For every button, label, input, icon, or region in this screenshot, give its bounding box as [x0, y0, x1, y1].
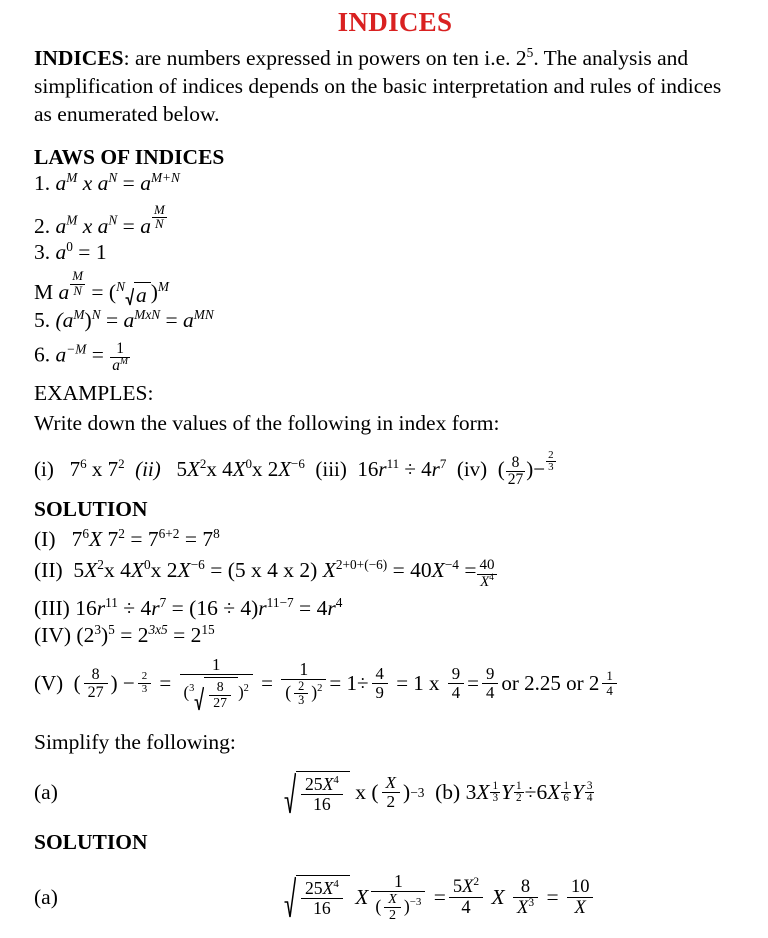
law-1-exp-2: N	[108, 169, 118, 185]
law-5-inner-exp: M	[73, 307, 85, 323]
law-2-base-2: a	[97, 213, 109, 238]
simplify-lead: Simplify the following:	[34, 729, 236, 754]
law-3-rhs: 1	[95, 239, 107, 264]
law-6-fraction: $\frac{1}{a^M}$	[112, 339, 128, 374]
law-1-number: 1.	[34, 171, 51, 196]
law-6-exp: −M	[66, 341, 87, 357]
final-a-label: (a)	[34, 884, 58, 909]
law-4	[34, 270, 756, 306]
example-iv-label: (iv)	[456, 456, 488, 481]
solution-5-step2: 1 ( $\frac{2}{3}$ )$^2$	[281, 660, 326, 708]
final-solution-row	[34, 872, 756, 924]
law-2	[34, 204, 756, 237]
radical-icon	[125, 282, 151, 307]
intro-paragraph	[34, 44, 734, 128]
solution-3-expression: $16r^{11} \div 4r^7 = (16 \div 4)r^{11-7} = 4r^4$	[75, 594, 343, 620]
example-i-label: (i)	[34, 456, 54, 481]
radical-icon: $25X^4$ 16	[284, 771, 350, 815]
solution-3-label: (III)	[34, 596, 70, 620]
solution-1-expression: $7^6X$ $7^2 = 7^{6+2} = 7^8$	[71, 525, 220, 551]
law-3-equals: =	[78, 239, 91, 264]
law-5-lhs-close: )	[84, 308, 92, 333]
law-4-radical-index: N	[116, 278, 125, 294]
simplify-a-expression: $25X^4$ 16 x ( X 2 ) −3	[284, 771, 424, 815]
example-ii-label: (ii)	[135, 456, 161, 481]
examples-lead: Write down the values of the following in index form:	[34, 410, 500, 435]
law-2-rhs-fraction: $\frac{M}{N}$	[153, 202, 165, 231]
law-1-base-2: a	[97, 171, 109, 196]
solution-2	[34, 558, 756, 590]
law-1-exp-1: M	[66, 169, 78, 185]
solution-4	[34, 621, 756, 647]
law-1-rhs-base: a	[140, 171, 151, 196]
law-5-rhs-base: a	[183, 308, 194, 333]
law-1-base-1: a	[55, 171, 67, 196]
law-4-exponent-fraction: $\frac{M}{N}$	[72, 269, 83, 298]
solution-5-step4: 1 x 9 4	[413, 665, 467, 702]
page-title: INDICES	[337, 7, 453, 37]
law-2-exp-2: N	[108, 212, 118, 228]
law-4-equals: =	[91, 280, 104, 305]
law-5-mid-exp: MxN	[134, 307, 161, 323]
law-5-mid-base: a	[123, 308, 135, 333]
law-5-equals-2: =	[165, 308, 178, 333]
solution-5-or-1: or	[501, 670, 519, 695]
solution-5-or-2: or	[566, 670, 584, 695]
solution-5-step3: = 1 ÷ $\frac{4}{9}$	[329, 665, 391, 702]
law-5	[34, 307, 756, 333]
intro-text-a: : are numbers expressed in powers on ten i.e. 2	[123, 45, 527, 70]
law-4-base: a	[58, 280, 70, 305]
examples-heading: EXAMPLES:	[34, 380, 154, 405]
solution-4-expression: $(2^3)^5 = 2^{3x5} = 2^{15}$	[76, 621, 215, 647]
solution-5-lhs: ( 8 27 ) − $\frac{2}{3}$	[74, 666, 155, 701]
intro-text-b: . The analysis and simplification of indices depends on the basic interpretation and rules of indices as enumerated below.	[34, 45, 722, 126]
simplify-row	[34, 771, 756, 815]
law-6-number: 6.	[34, 342, 51, 367]
law-5-outer-exp: N	[91, 307, 101, 323]
law-1	[34, 169, 756, 196]
solution-5-decimal: 2.25	[524, 670, 561, 695]
law-5-lhs-open: (a	[55, 308, 74, 333]
simplify-b-expression: (b) 3 X $\frac{1}{3}$ Y $\frac{1}{2}$ ÷ 6 X $\frac{1}{6}$ Y $\frac{3}{4}$	[435, 779, 593, 805]
radical-icon: $25X^4$ 16	[284, 875, 350, 919]
example-ii-expression: $5X^2x$ $4X^0x$ $2X^{-6}$	[176, 455, 305, 481]
solution-1-label: (I)	[34, 526, 56, 551]
law-4-radical-exp: M	[157, 278, 169, 294]
solution-5-step1: 1 ($^3$ 8 27 )$^2$	[180, 656, 253, 711]
law-3	[34, 238, 756, 264]
solution-5-mixed: 2 1 4	[589, 669, 620, 698]
law-5-rhs-exp: MN	[193, 307, 214, 323]
solution-2-label: (II)	[34, 558, 63, 583]
law-6-base: a	[55, 342, 67, 367]
law-2-equals: =	[122, 213, 135, 238]
final-a-expression: $25X^4$ 16 X 1 ( $\frac{X}{2}$ )$^{-3}$ = $\frac{5X^2}{4}$ X $\frac{8}{X^3}$ = $\frac{10}{X}$	[284, 872, 596, 924]
solution-heading-1: SOLUTION	[34, 496, 148, 521]
law-2-base-1: a	[55, 213, 67, 238]
examples-row	[34, 450, 756, 488]
intro-exponent: 5	[526, 44, 534, 60]
law-4-radicand: a	[135, 282, 147, 307]
solution-heading-2: SOLUTION	[34, 829, 148, 854]
solution-1	[34, 525, 756, 551]
simplify-b-label: (b)	[435, 780, 461, 805]
solution-2-expression: $5X^2x$ $4X^0x$ $2X^{-6} = (5$ x 4 x 2) $X^{2+0+(-6)} = 40X^{-4}$ = $\frac{40}{X^4}$	[73, 557, 495, 590]
example-iii-expression: $16r^{11} \div 4r^7$	[357, 455, 447, 481]
law-2-rhs-base: a	[140, 213, 151, 238]
law-3-exp: 0	[66, 238, 73, 254]
law-6	[34, 341, 756, 374]
law-4-number: M	[34, 280, 54, 305]
law-1-operator: x	[82, 171, 93, 196]
law-4-radical-group: ($^N$ a )$^M$	[108, 278, 169, 307]
law-2-exp-1: M	[66, 212, 78, 228]
law-3-number: 3.	[34, 239, 51, 264]
solution-5-step5: = 9 4	[467, 665, 501, 702]
law-3-base: a	[55, 239, 67, 264]
law-1-rhs-exp: M+N	[150, 169, 180, 185]
example-i-expression: $7^6$ x $7^2$	[69, 455, 125, 481]
solution-5-label: (V)	[34, 670, 64, 695]
law-5-number: 5.	[34, 308, 51, 333]
law-6-equals: =	[91, 342, 104, 367]
solution-5: (V) ( 8 27 ) − $\frac{2}{3}$ = 1 ($^3$ 8 27 )$^2$ = 1 ( $\frac{2}{3}$ )$^2$ = 1 ÷ $\frac{4}{9}$ = 1 x 9 4 = 9 4 or 2.25 or 2 1 4	[34, 656, 756, 711]
law-1-equals: =	[122, 171, 135, 196]
solution-4-label: (IV)	[34, 622, 72, 647]
simplify-a-label: (a)	[34, 780, 58, 805]
example-iv-expression: ( $\frac{8}{27}$ )− $\frac{2}{3}$	[497, 448, 554, 488]
law-2-number: 2.	[34, 213, 51, 238]
law-2-operator: x	[82, 213, 93, 238]
law-5-equals-1: =	[105, 308, 119, 333]
radical-icon: 8 27	[194, 677, 238, 711]
laws-heading: LAWS OF INDICES	[34, 145, 225, 170]
solution-3	[34, 594, 756, 620]
intro-bold-lead: INDICES	[34, 45, 124, 70]
example-iii-label: (iii)	[315, 456, 347, 481]
